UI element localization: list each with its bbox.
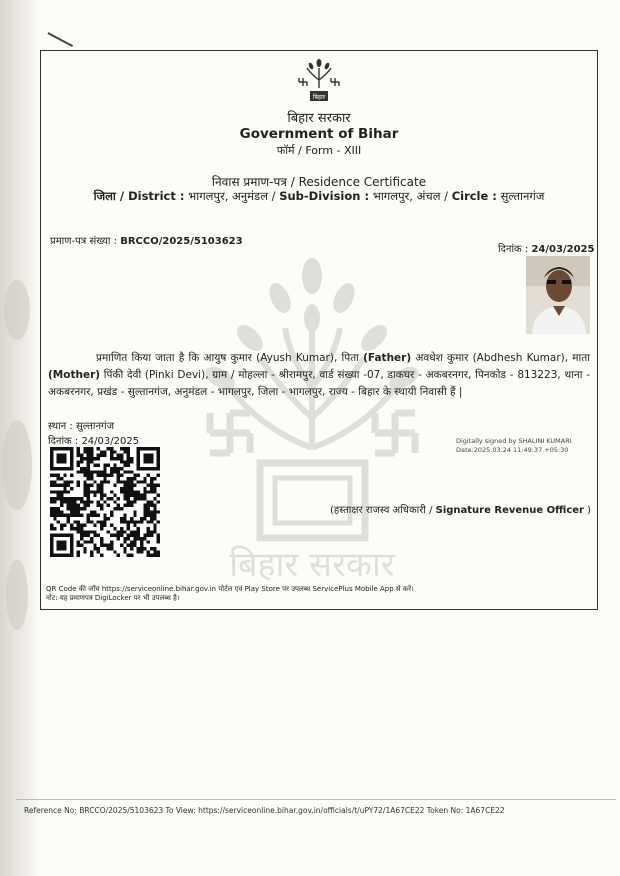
certificate-title: निवास प्रमाण-पत्र / Residence Certificate — [211, 175, 427, 189]
statement-part-3: अवधेश कुमार (Abdhesh Kumar), माता — [411, 352, 590, 364]
reference-footer: Reference No: BRCCO/2025/5103623 To View: https://serviceonline.bihar.gov.in/officials/t/uPY72/1A67CE22 Token No: 1A67CE22 — [24, 806, 505, 815]
emblem-text: बिहार — [312, 94, 326, 101]
signature-label — [330, 502, 591, 516]
applicant-photo — [526, 256, 590, 334]
form-number: फॉर्म / Form - XIII — [276, 144, 362, 157]
father-label: (Father) — [363, 352, 412, 364]
statement-part-5: पिंकी देवी (Pinki Devi), ग्राम / मोहल्ला - श्रीरामपुर, वार्ड संख्या -07, डाकघर - अकबरनगर, पिनकोड - 813223, थाना - अकबरनगर, प्रखंड - सुल्तानगंज, अनुमंडल - भागलपुर, जिला - भागलपुर, राज्य - बिहार के स्थायी निवासी हैं | — [48, 369, 590, 398]
circle-label: Circle : — [451, 189, 497, 203]
scan-edge-shadow — [0, 0, 38, 876]
district-line — [40, 189, 598, 204]
bihar-emblem — [295, 58, 343, 106]
issue-place: स्थान : सुल्तानगंज — [48, 421, 115, 432]
issue-date: दिनांक : 24/03/2025 — [48, 436, 140, 447]
digital-signature-by: Digitally signed by SHALINI KUMARI — [456, 437, 572, 445]
signature-label-close: ) — [587, 505, 592, 516]
circle-value: सुल्तानगंज — [500, 189, 545, 203]
subdivision-label: Sub-Division : — [279, 189, 370, 203]
digital-signature-date: Date:2025.03.24 11:49:37 +05:30 — [456, 446, 569, 454]
pen-mark — [48, 32, 73, 46]
certificate-statement — [48, 350, 590, 401]
certificate-number — [50, 233, 243, 247]
digilocker-note: नोट: यह प्रमाणपत्र DigiLocker पर भी उपलब्ध है। — [46, 594, 180, 602]
mother-label: (Mother) — [48, 369, 101, 381]
state-title-hindi: बिहार सरकार — [287, 111, 351, 126]
certificate-number-value: BRCCO/2025/5103623 — [120, 236, 243, 247]
signature-label-hindi: (हस्ताक्षर राजस्व अधिकारी / — [330, 505, 433, 516]
signature-label-english: Signature Revenue Officer — [435, 505, 584, 516]
footer-rule — [16, 799, 616, 800]
district-value: भागलपुर, अनुमंडल / — [188, 189, 276, 203]
subdivision-value: भागलपुर, अंचल / — [372, 189, 449, 203]
certificate-date-label: दिनांक : — [498, 244, 529, 255]
certificate-date-value: 24/03/2025 — [531, 244, 595, 255]
district-label: जिला / District : — [93, 189, 185, 203]
government-title: Government of Bihar — [239, 126, 399, 142]
qr-verification-note: QR Code की जाँच https://serviceonline.bihar.gov.in पोर्टल एवं Play Store पर उपलब्ध ServicePlus Mobile App से करें। — [46, 585, 414, 593]
watermark-text: बिहार सरकार — [229, 545, 395, 583]
statement-part-1: प्रमाणित किया जाता है कि आयुष कुमार (Ayush Kumar), पिता — [96, 352, 364, 364]
certificate-date — [498, 241, 594, 255]
bihar-emblem-watermark — [200, 258, 425, 583]
qr-code — [50, 447, 160, 557]
certificate-number-label: प्रमाण-पत्र संख्या : — [50, 236, 118, 247]
